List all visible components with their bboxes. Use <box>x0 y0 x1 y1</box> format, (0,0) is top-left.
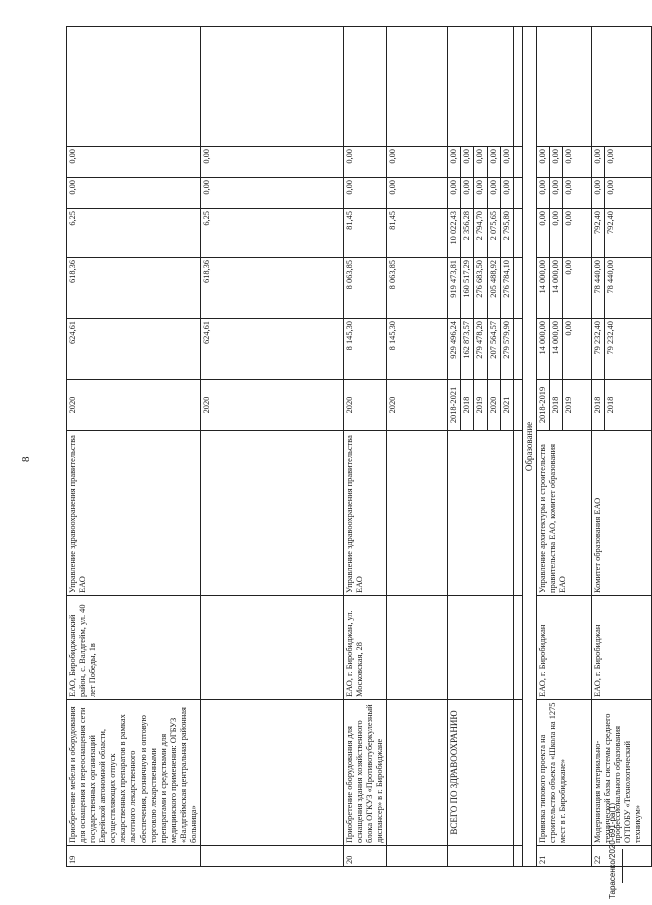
table-row <box>448 27 461 867</box>
table-row <box>387 27 448 867</box>
empty-cell <box>536 27 591 147</box>
empty-cell <box>448 596 513 700</box>
other-amount: 0,00 <box>549 147 562 178</box>
local-amount: 0,00 <box>536 178 549 209</box>
total-amount: 279 478,20 <box>474 319 487 380</box>
document-footer: Тарасенко/2020-691-ра(1) <box>608 802 617 899</box>
total-year: 2019 <box>474 380 487 431</box>
empty-cell <box>201 700 344 846</box>
federal-amount: 276 683,50 <box>474 258 487 319</box>
regional-amount: 0,00 <box>549 209 562 258</box>
measure-location: ЕАО, г. Биробиджан, ул. Московская, 28 <box>344 596 387 700</box>
total-amount: 14 000,00 <box>549 319 562 380</box>
total-amount: 162 873,57 <box>461 319 474 380</box>
total-amount: 929 496,24 <box>448 319 461 380</box>
other-amount: 0,00 <box>604 147 651 178</box>
regional-amount: 2 356,28 <box>461 209 474 258</box>
other-amount: 0,00 <box>201 147 344 178</box>
empty-cell <box>513 846 522 867</box>
local-amount: 0,00 <box>591 178 604 209</box>
table-row <box>591 27 604 867</box>
empty-cell <box>513 178 522 209</box>
measure-location: ЕАО, Биробиджанский район, с. Валдгейм, ул. 40 лет Победы, 1в <box>67 596 201 700</box>
total-year: 2018 <box>461 380 474 431</box>
other-amount: 0,00 <box>487 147 500 178</box>
regional-amount: 81,45 <box>387 209 448 258</box>
measure-executor: Управление архитектуры и строительства правительства ЕАО, комитет образования ЕАО <box>536 431 591 596</box>
empty-cell <box>387 596 448 700</box>
empty-cell <box>67 27 201 147</box>
empty-cell <box>513 380 522 431</box>
regional-amount: 81,45 <box>344 209 387 258</box>
empty-cell <box>387 846 448 867</box>
empty-cell <box>448 431 513 596</box>
federal-amount: 276 784,10 <box>500 258 513 319</box>
regional-amount: 792,40 <box>591 209 604 258</box>
measure-name: Модернизация материально-технической базы системы среднего профессионального образования ОГПОБУ «Технологический техникум» <box>591 700 651 846</box>
table-row <box>67 27 201 867</box>
measure-name: Приобретение мебели и оборудования для оснащения и переоснащения сети государственных организаций Еврейской автономной области, осуществляющих отпуск лекарственных препаратов в рамках льготного лекарственного обеспечения, розничную и оптовую торговлю лекарственными препаратами и средствами для медицинского применения: ОГБУЗ «Валдгеймская центральная районная больница» <box>67 700 201 846</box>
other-amount: 0,00 <box>591 147 604 178</box>
federal-amount: 0,00 <box>562 258 591 319</box>
measure-year: 2019 <box>562 380 591 431</box>
measure-name: Привязка типового проекта на строительство объекта «Школа на 1275 мест в г. Биробиджане» <box>536 700 591 846</box>
measure-year: 2020 <box>387 380 448 431</box>
empty-cell <box>387 431 448 596</box>
total-year: 2021 <box>500 380 513 431</box>
program-table <box>66 26 652 867</box>
row-number: 19 <box>67 846 201 867</box>
empty-cell <box>201 27 344 147</box>
local-amount: 0,00 <box>387 178 448 209</box>
local-amount: 0,00 <box>562 178 591 209</box>
row-number: 22 <box>591 846 651 867</box>
federal-amount: 8 063,85 <box>387 258 448 319</box>
measure-year: 2018 <box>591 380 604 431</box>
local-amount: 0,00 <box>461 178 474 209</box>
regional-amount: 10 022,43 <box>448 209 461 258</box>
local-amount: 0,00 <box>67 178 201 209</box>
federal-amount: 78 440,00 <box>604 258 651 319</box>
measure-year: 2018-2019 <box>536 380 549 431</box>
measure-executor: Комитет образования ЕАО <box>591 431 651 596</box>
empty-cell <box>513 596 522 700</box>
total-amount: 207 564,57 <box>487 319 500 380</box>
margin-mark <box>622 849 623 883</box>
regional-amount: 2 794,70 <box>474 209 487 258</box>
other-amount: 0,00 <box>387 147 448 178</box>
regional-amount: 6,25 <box>67 209 201 258</box>
section-total-label: ВСЕГО ПО ЗДРАВООХРАНИЮ <box>448 700 513 846</box>
local-amount: 0,00 <box>604 178 651 209</box>
measure-executor: Управление здравоохранения правительства ЕАО <box>344 431 387 596</box>
measure-location: ЕАО, г. Биробиджан <box>591 596 651 700</box>
total-amount: 624,61 <box>67 319 201 380</box>
empty-cell <box>591 27 651 147</box>
measure-year: 2018 <box>604 380 651 431</box>
measure-year: 2020 <box>67 380 201 431</box>
total-amount: 0,00 <box>562 319 591 380</box>
total-amount: 14 000,00 <box>536 319 549 380</box>
empty-cell <box>513 258 522 319</box>
local-amount: 0,00 <box>474 178 487 209</box>
table-row <box>344 27 387 867</box>
table-row <box>201 27 344 867</box>
federal-amount: 14 000,00 <box>549 258 562 319</box>
total-amount: 624,61 <box>201 319 344 380</box>
empty-cell <box>387 700 448 846</box>
total-year: 2020 <box>487 380 500 431</box>
page-number: 8 <box>20 456 32 462</box>
total-amount: 279 579,90 <box>500 319 513 380</box>
empty-cell <box>201 431 344 596</box>
local-amount: 0,00 <box>448 178 461 209</box>
regional-amount: 6,25 <box>201 209 344 258</box>
local-amount: 0,00 <box>201 178 344 209</box>
row-number: 20 <box>344 846 387 867</box>
federal-amount: 14 000,00 <box>536 258 549 319</box>
measure-year: 2018 <box>549 380 562 431</box>
measure-year: 2020 <box>201 380 344 431</box>
empty-cell <box>513 319 522 380</box>
empty-cell <box>513 27 522 147</box>
section-heading: Образование <box>522 27 536 867</box>
local-amount: 0,00 <box>549 178 562 209</box>
measure-location: ЕАО, г. Биробиджан <box>536 596 591 700</box>
empty-cell <box>201 846 344 867</box>
federal-amount: 618,36 <box>67 258 201 319</box>
regional-amount: 0,00 <box>562 209 591 258</box>
other-amount: 0,00 <box>500 147 513 178</box>
measure-year: 2020 <box>344 380 387 431</box>
other-amount: 0,00 <box>448 147 461 178</box>
other-amount: 0,00 <box>67 147 201 178</box>
row-number: 21 <box>536 846 591 867</box>
federal-amount: 160 517,29 <box>461 258 474 319</box>
table-row <box>513 27 522 867</box>
total-amount: 79 232,40 <box>604 319 651 380</box>
total-amount: 79 232,40 <box>591 319 604 380</box>
measure-executor: Управление здравоохранения правительства ЕАО <box>67 431 201 596</box>
empty-cell <box>201 596 344 700</box>
table-row <box>522 27 536 867</box>
other-amount: 0,00 <box>562 147 591 178</box>
empty-cell <box>387 27 448 147</box>
empty-cell <box>513 147 522 178</box>
regional-amount: 0,00 <box>536 209 549 258</box>
regional-amount: 792,40 <box>604 209 651 258</box>
empty-cell <box>448 27 513 147</box>
table-row <box>536 27 549 867</box>
federal-amount: 205 488,92 <box>487 258 500 319</box>
other-amount: 0,00 <box>344 147 387 178</box>
regional-amount: 2 795,80 <box>500 209 513 258</box>
total-amount: 8 145,30 <box>344 319 387 380</box>
other-amount: 0,00 <box>536 147 549 178</box>
other-amount: 0,00 <box>461 147 474 178</box>
local-amount: 0,00 <box>500 178 513 209</box>
table-body <box>67 27 652 867</box>
federal-amount: 618,36 <box>201 258 344 319</box>
regional-amount: 2 075,65 <box>487 209 500 258</box>
total-year: 2018-2021 <box>448 380 461 431</box>
empty-cell <box>513 700 522 846</box>
local-amount: 0,00 <box>344 178 387 209</box>
total-amount: 8 145,30 <box>387 319 448 380</box>
federal-amount: 78 440,00 <box>591 258 604 319</box>
empty-cell <box>344 27 387 147</box>
empty-cell <box>448 846 513 867</box>
empty-cell <box>513 209 522 258</box>
measure-name: Приобретение оборудования для оснащения здания хозяйственного блока ОГКУЗ «Противотуберкулезный диспансер» в г. Биробиджане <box>344 700 387 846</box>
empty-cell <box>513 431 522 596</box>
local-amount: 0,00 <box>487 178 500 209</box>
federal-amount: 8 063,85 <box>344 258 387 319</box>
other-amount: 0,00 <box>474 147 487 178</box>
federal-amount: 919 473,81 <box>448 258 461 319</box>
